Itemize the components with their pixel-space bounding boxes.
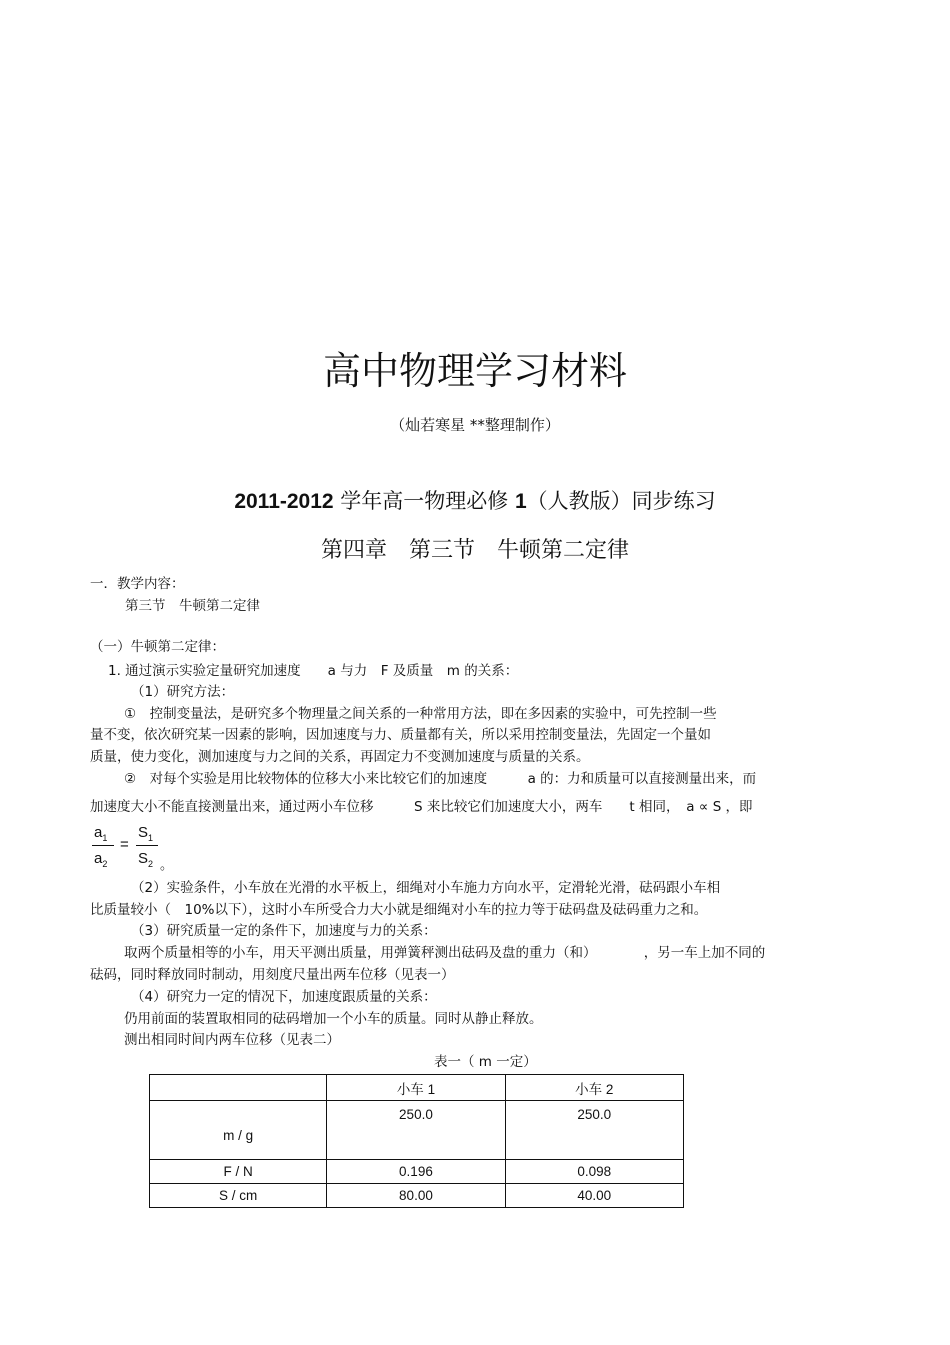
table-cell: S / cm <box>150 1184 327 1208</box>
fraction-bar <box>92 845 114 846</box>
course-tail: （人教版）同步练习 <box>526 489 716 513</box>
table-cell: m / g <box>150 1101 327 1160</box>
section-label: 一．教学内容： <box>90 576 185 592</box>
formula-equals: = <box>120 836 129 853</box>
data-table <box>149 1074 684 1208</box>
paragraph-line: 比质量较小（ 10%以下），这时小车所受合力大小就是细绳对小车的拉力等于砝码盘及砝码重力之和。 <box>90 902 708 918</box>
paragraph-line: （1）研究方法： <box>131 684 235 700</box>
table-cell: 250.0 <box>505 1101 683 1160</box>
paragraph-line: （4）研究力一定的情况下，加速度跟质量的关系： <box>131 989 437 1005</box>
acceleration-ratio-formula <box>92 822 172 872</box>
course-number: 1 <box>514 490 527 513</box>
course-mid: 学年高一物理必修 <box>333 489 515 513</box>
table-cell: 80.00 <box>327 1184 505 1208</box>
paragraph-line: 质量，使力变化，测加速度与力之间的关系，再固定力不变测加速度与质量的关系。 <box>90 749 590 765</box>
table-row <box>150 1184 684 1208</box>
paragraph-line: （3）研究质量一定的条件下，加速度与力的关系： <box>131 923 437 939</box>
subsection-heading: （一）牛顿第二定律： <box>90 639 225 655</box>
paragraph-line: 1. 通过演示实验定量研究加速度 a 与力 F 及质量 m 的关系： <box>108 663 519 679</box>
table-row <box>150 1160 684 1184</box>
formula-s2: $S_2$ <box>138 850 154 869</box>
section-title: 第三节 牛顿第二定律 <box>125 598 260 614</box>
paragraph-line: （2）实验条件，小车放在光滑的水平板上，细绳对小车施力方向水平，定滑轮光滑，砝码跟小车相 <box>131 880 721 896</box>
table-caption: 表一（ m 一定） <box>434 1054 537 1070</box>
table-header-cell: 小车 1 <box>327 1075 505 1101</box>
paragraph-line: 取两个质量相等的小车，用天平测出质量，用弹簧秤测出砝码及盘的重力（和） ，另一车上加不同的 <box>124 945 766 961</box>
paragraph-line: 量不变，依次研究某一因素的影响，因加速度与力、质量都有关，所以采用控制变量法，先固定一个量如 <box>90 727 711 743</box>
formula-a1: $a_1$ <box>94 824 108 843</box>
course-heading <box>0 485 950 515</box>
table-cell: F / N <box>150 1160 327 1184</box>
table-row <box>150 1101 684 1160</box>
formula-s1: $S_1$ <box>138 824 154 843</box>
table-header-cell: 小车 2 <box>505 1075 683 1101</box>
chapter-heading: 第四章 第三节 牛顿第二定律 <box>320 538 629 563</box>
paragraph-line: 砝码，同时释放同时制动，用刻度尺量出两车位移（见表一） <box>90 967 455 983</box>
paragraph-line: 加速度大小不能直接测量出来，通过两小车位移 S 来比较它们加速度大小，两车 t 相同， a ∝ S ，即 <box>90 799 753 815</box>
fraction-bar <box>136 845 158 846</box>
course-year: 2011-2012 <box>234 490 334 513</box>
formula-a2: $a_2$ <box>94 850 108 869</box>
document-title: 高中物理学习材料 <box>322 349 627 393</box>
table-header-cell <box>150 1075 327 1101</box>
document-subtitle: （灿若寒星 **整理制作） <box>390 416 560 434</box>
table-cell: 40.00 <box>505 1184 683 1208</box>
paragraph-line: ① 控制变量法，是研究多个物理量之间关系的一种常用方法，即在多因素的实验中，可先控制一些 <box>124 706 717 722</box>
table-cell: 0.098 <box>505 1160 683 1184</box>
paragraph-line: 仍用前面的装置取相同的砝码增加一个小车的质量。同时从静止释放。 <box>124 1011 543 1027</box>
table-cell: 250.0 <box>327 1101 505 1160</box>
paragraph-line: 测出相同时间内两车位移（见表二） <box>124 1032 340 1048</box>
table-header-row <box>150 1075 684 1101</box>
formula-period: 。 <box>160 857 174 872</box>
table-cell: 0.196 <box>327 1160 505 1184</box>
paragraph-line: ② 对每个实验是用比较物体的位移大小来比较它们的加速度 a 的：力和质量可以直接测量出来，而 <box>124 771 757 787</box>
